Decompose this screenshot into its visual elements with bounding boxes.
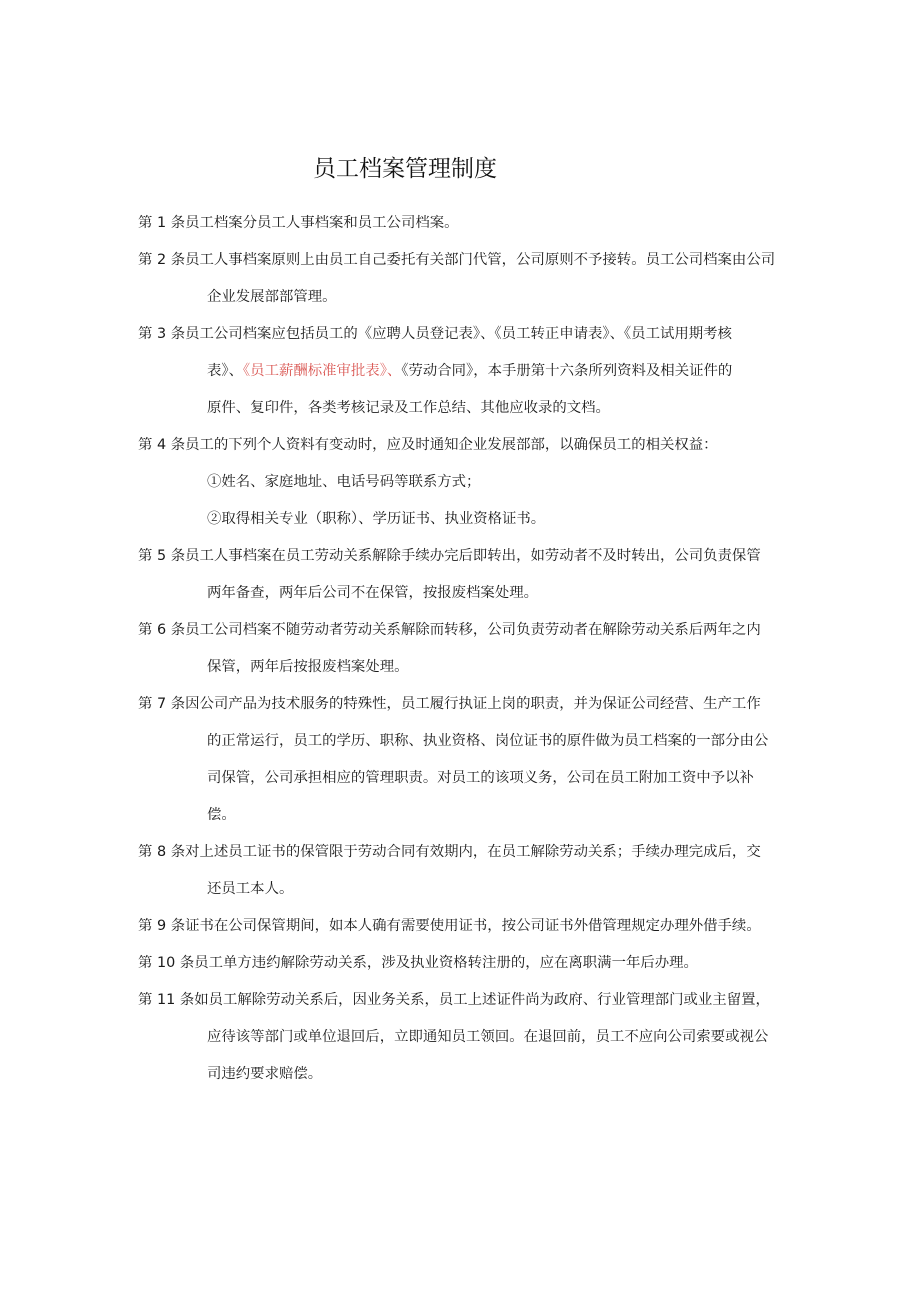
article-10-line [138, 953, 698, 973]
article-number: 6 [156, 622, 167, 638]
text-segment: 第 [138, 992, 157, 1008]
text-segment: 《劳动合同》，本手册第十六条所列资料及相关证件的 [401, 363, 733, 379]
text-segment: 第 [138, 252, 157, 268]
text-segment: 条员工人事档案在员工劳动关系解除手续办完后即转出，如劳动者不及时转出，公司负责保管 [166, 548, 761, 564]
text-segment: 条如员工解除劳动关系后，因业务关系，员工上述证件尚为政府、行业管理部门或业主留置， [175, 992, 770, 1008]
article-number: 8 [156, 844, 167, 860]
text-segment: 条员工单方违约解除劳动关系，涉及执业资格转注册的，应在离职满一年后办理。 [175, 955, 698, 971]
article-3-continuation [207, 361, 732, 381]
text-segment: 第 [138, 326, 157, 342]
article-4-item-2: ②取得相关专业（职称）、学历证书、执业资格证书。 [207, 511, 546, 527]
text-segment: 第 [138, 548, 157, 564]
text-segment: 第 [138, 215, 157, 231]
document-title: 员工档案管理制度 [313, 156, 497, 182]
text-segment: 条员工公司档案应包括员工的《应聘人员登记表》、《员工转正申请表》、《员工试用期考核 [166, 326, 732, 342]
article-7-continuation: 偿。 [207, 807, 236, 823]
text-segment: 条员工档案分员工人事档案和员工公司档案。 [166, 215, 459, 231]
text-segment: 条对上述员工证书的保管限于劳动合同有效期内，在员工解除劳动关系；手续办理完成后，交 [166, 844, 761, 860]
article-number: 1 [156, 215, 167, 231]
article-number: 3 [156, 326, 167, 342]
text-segment: 条员工公司档案不随劳动者劳动关系解除而转移，公司负责劳动者在解除劳动关系后两年之内 [166, 622, 761, 638]
article-number: 2 [156, 252, 167, 268]
article-4-line [138, 435, 718, 455]
text-segment: 第 [138, 844, 157, 860]
text-segment: 条因公司产品为技术服务的特殊性，员工履行执证上岗的职责，并为保证公司经营、生产工作 [166, 696, 761, 712]
highlighted-form-name: 《员工薪酬标准审批表》、 [242, 363, 402, 379]
text-segment: 条员工人事档案原则上由员工自己委托有关部门代管，公司原则不予接转。员工公司档案由公司 [166, 252, 776, 268]
article-2-continuation: 企业发展部部管理。 [207, 289, 337, 305]
article-number: 11 [156, 992, 176, 1008]
article-9-line [138, 916, 761, 936]
article-number: 5 [156, 548, 167, 564]
article-6-line [138, 620, 761, 640]
article-4-item-1: ①姓名、家庭地址、电话号码等联系方式； [207, 474, 481, 490]
article-11-continuation: 司违约要求赔偿。 [207, 1066, 323, 1082]
text-segment: 第 [138, 696, 157, 712]
article-2-line [138, 250, 775, 270]
article-11-continuation: 应待该等部门或单位退回后，立即通知员工领回。在退回前，员工不应向公司索要或视公 [207, 1029, 769, 1045]
text-segment: 第 [138, 622, 157, 638]
article-number: 9 [156, 918, 167, 934]
text-segment: 第 [138, 955, 157, 971]
text-segment: 第 [138, 918, 157, 934]
article-number: 4 [156, 437, 167, 453]
article-3-line [138, 324, 732, 344]
article-3-continuation: 原件、复印件，各类考核记录及工作总结、其他应收录的文档。 [207, 400, 610, 416]
article-5-continuation: 两年备查，两年后公司不在保管，按报废档案处理。 [207, 585, 538, 601]
text-segment: 条证书在公司保管期间，如本人确有需要使用证书，按公司证书外借管理规定办理外借手续。 [166, 918, 761, 934]
article-7-line [138, 694, 761, 714]
article-8-line [138, 842, 761, 862]
text-segment: 条员工的下列个人资料有变动时，应及时通知企业发展部部，以确保员工的相关权益： [166, 437, 718, 453]
article-8-continuation: 还员工本人。 [207, 881, 294, 897]
article-1-line [138, 213, 459, 233]
article-11-line [138, 990, 770, 1010]
article-number: 10 [156, 955, 176, 971]
text-segment: 第 [138, 437, 157, 453]
article-5-line [138, 546, 761, 566]
text-segment: 表》、 [207, 363, 243, 379]
article-6-continuation: 保管，两年后按报废档案处理。 [207, 659, 409, 675]
article-number: 7 [156, 696, 167, 712]
article-7-continuation: 司保管，公司承担相应的管理职责。对员工的该项义务，公司在员工附加工资中予以补 [207, 770, 754, 786]
article-7-continuation: 的正常运行，员工的学历、职称、执业资格、岗位证书的原件做为员工档案的一部分由公 [207, 733, 769, 749]
